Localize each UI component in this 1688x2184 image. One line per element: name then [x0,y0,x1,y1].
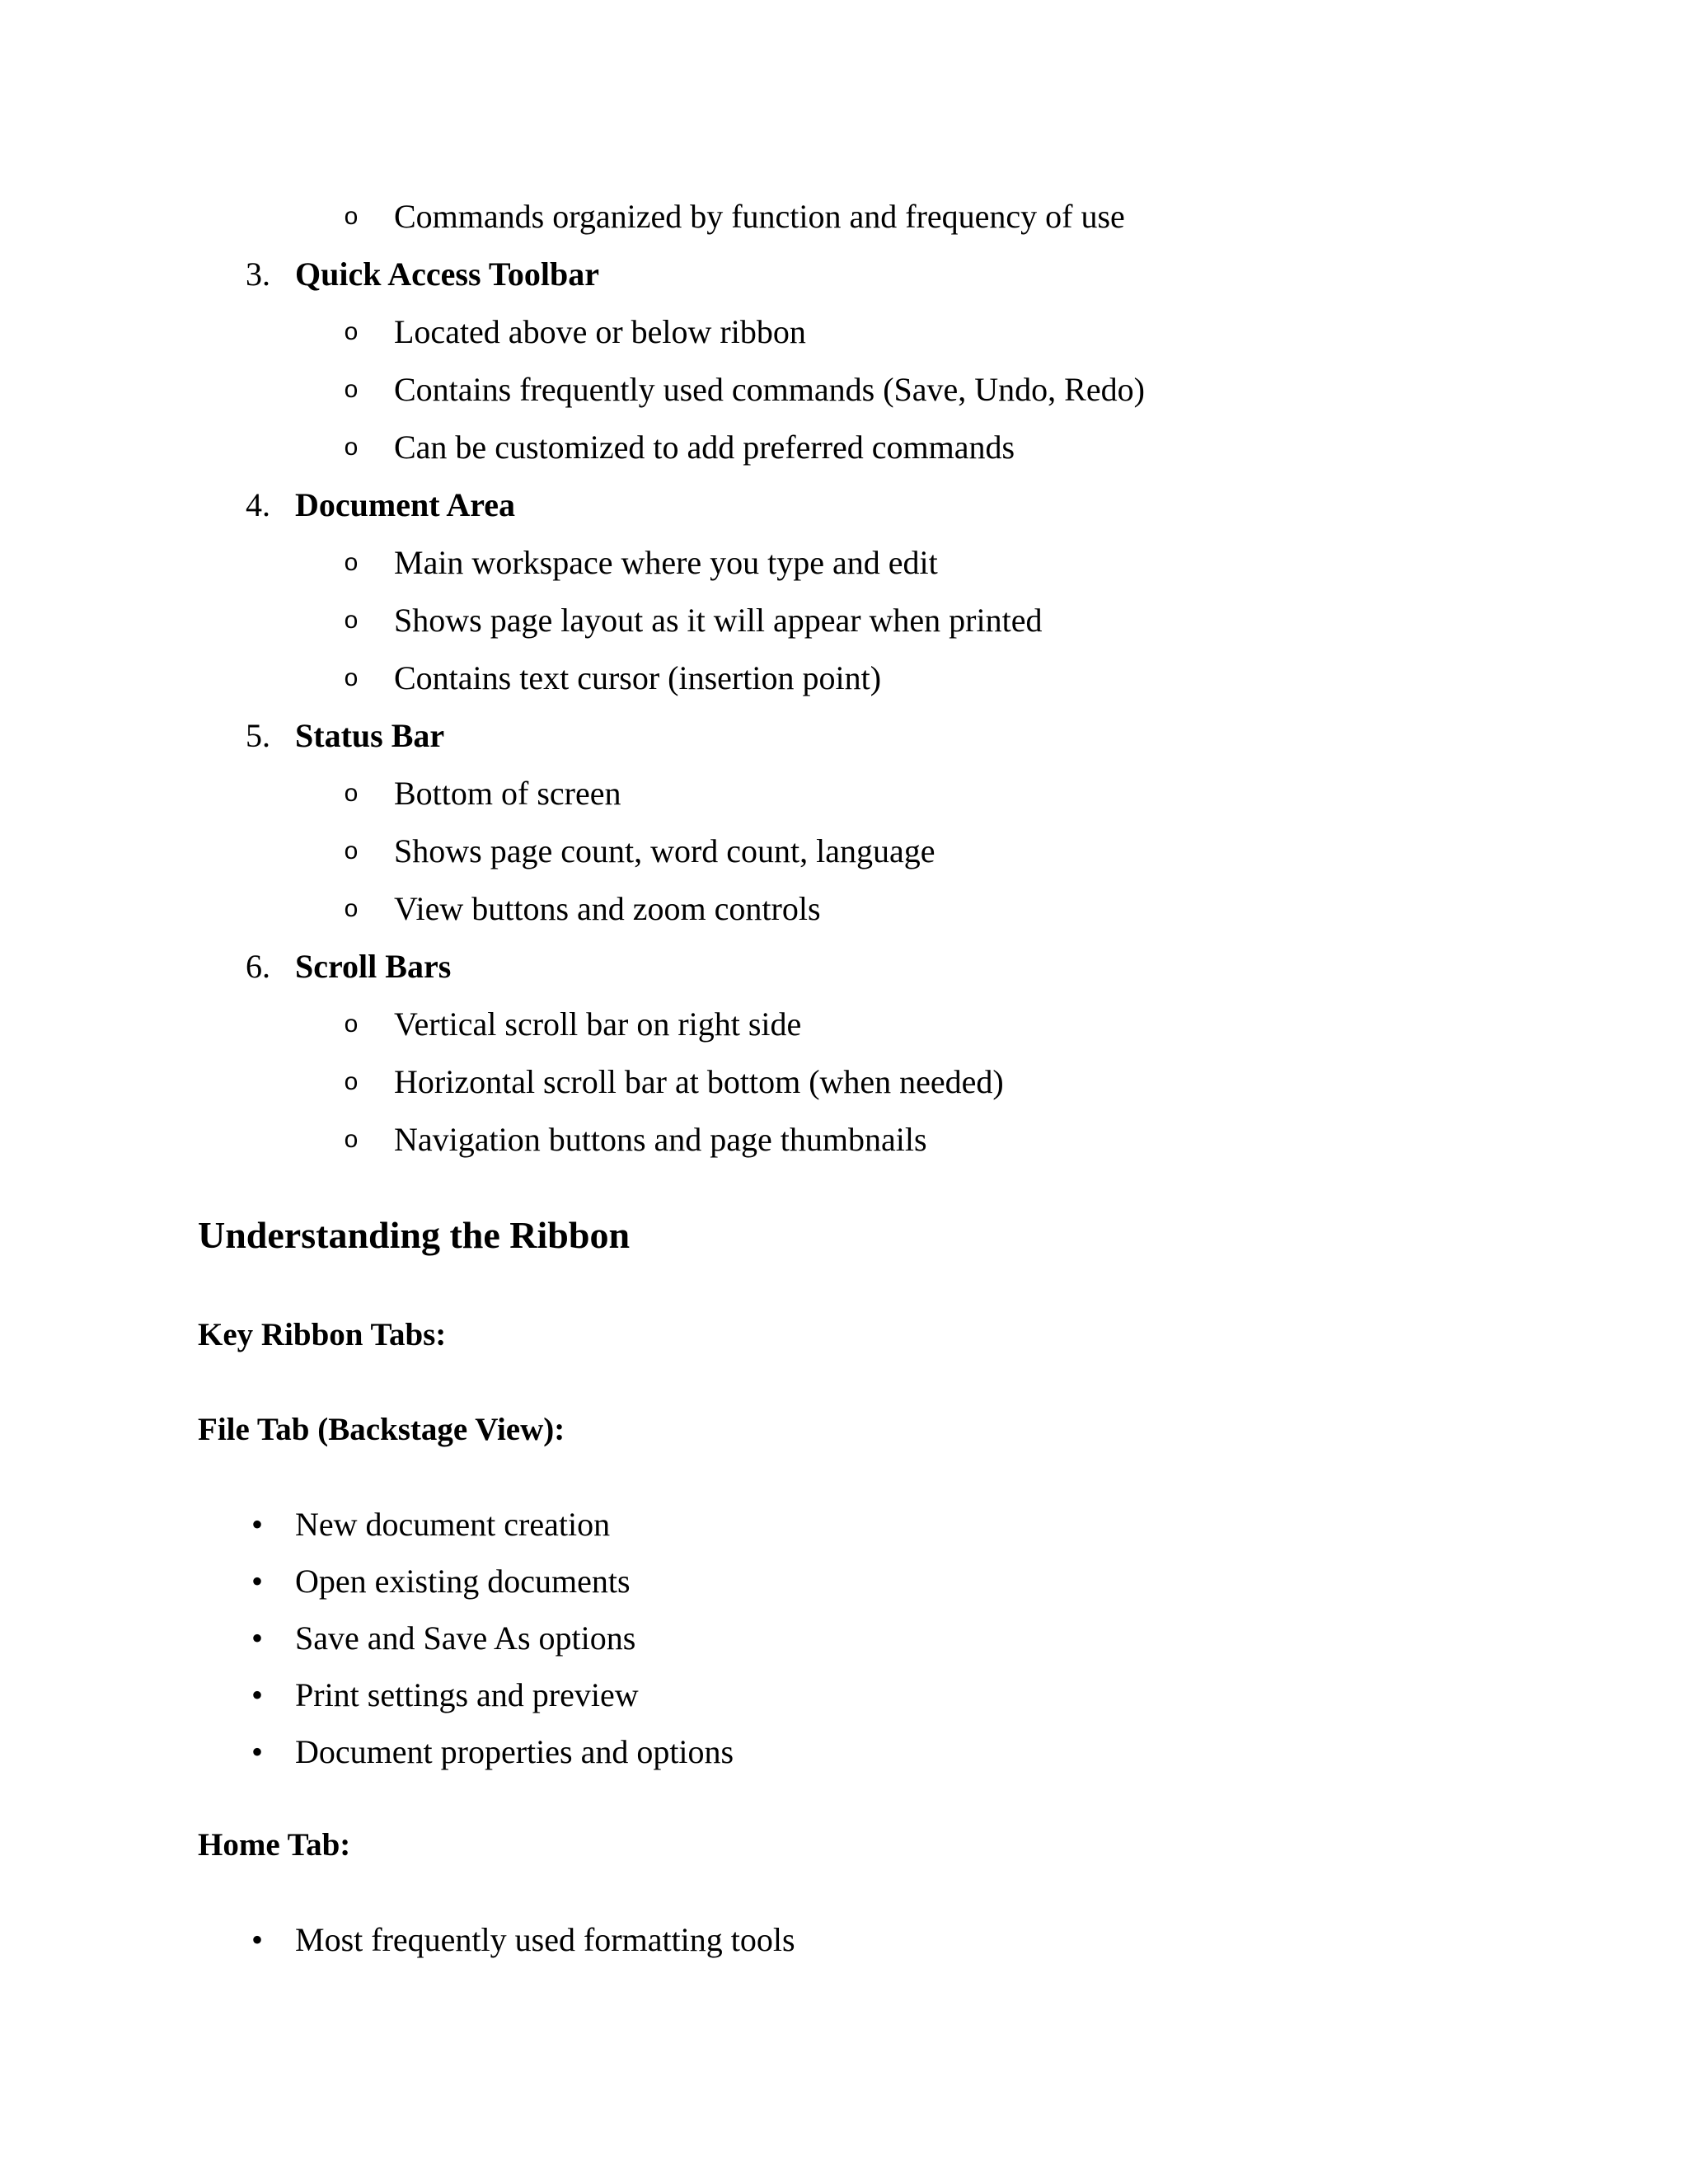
subsection-heading: Key Ribbon Tabs: [198,1317,447,1352]
bullet-item [0,1500,1648,1549]
subsection-heading: File Tab (Backstage View): [198,1412,565,1447]
item-number: 5. [246,717,270,754]
bullet-marker: • [251,1619,263,1657]
bullet-item [0,1614,1648,1663]
numbered-item [0,480,1648,530]
bullet-marker: • [251,1733,263,1770]
list-item [0,654,1648,703]
item-title: Scroll Bars [295,948,452,985]
list-item-text: Vertical scroll bar on right side [394,1005,802,1043]
bullet-marker: • [251,1506,263,1543]
list-item-text: Horizontal scroll bar at bottom (when needed) [394,1063,1004,1100]
numbered-item [0,711,1648,761]
bullet-item [0,1727,1648,1777]
bullet-item-text: New document creation [295,1506,611,1543]
list-item [0,192,1648,241]
numbered-item [0,942,1648,991]
list-item [0,1115,1648,1165]
subsection-heading: Home Tab: [198,1827,351,1863]
bullet-item [0,1671,1648,1720]
list-item-text: Commands organized by function and frequency of use [394,198,1125,235]
list-item [0,538,1648,588]
sub-bullet-marker: o [344,203,359,230]
list-item [0,827,1648,876]
sub-bullet-marker: o [344,607,359,634]
list-item-text: Navigation buttons and page thumbnails [394,1121,927,1158]
sub-bullet-marker: o [344,837,359,865]
list-item-text: Contains text cursor (insertion point) [394,659,882,696]
bullet-item [0,1557,1648,1606]
list-item [0,1057,1648,1107]
sub-bullet-marker: o [344,780,359,807]
list-item-text: Contains frequently used commands (Save, Undo, Redo) [394,371,1145,408]
bullet-item [0,1915,1648,1965]
list-item-text: Located above or below ribbon [394,313,806,350]
bullet-item-text: Print settings and preview [295,1676,639,1713]
sub-bullet-marker: o [344,895,359,922]
item-title: Status Bar [295,717,445,754]
sub-bullet-marker: o [344,434,359,461]
section-heading: Understanding the Ribbon [198,1214,631,1256]
bullet-item-text: Document properties and options [295,1733,734,1770]
list-item-text: Can be customized to add preferred commands [394,429,1015,466]
bullet-marker: • [251,1563,263,1600]
bullet-item-text: Save and Save As options [295,1619,636,1657]
sub-bullet-marker: o [344,1010,359,1038]
item-number: 3. [246,255,270,293]
item-title: Document Area [295,486,515,523]
bullet-item-text: Most frequently used formatting tools [295,1921,795,1958]
list-item [0,365,1648,415]
list-item [0,1000,1648,1049]
list-item-text: Main workspace where you type and edit [394,544,938,581]
list-item [0,769,1648,818]
bullet-marker: • [251,1676,263,1713]
sub-bullet-marker: o [344,664,359,691]
sub-bullet-marker: o [344,1068,359,1095]
list-item-text: Shows page layout as it will appear when printed [394,602,1043,639]
item-title: Quick Access Toolbar [295,255,599,293]
item-number: 6. [246,948,270,985]
item-number: 4. [246,486,270,523]
list-item [0,423,1648,472]
sub-bullet-marker: o [344,549,359,576]
sub-bullet-marker: o [344,318,359,345]
list-item [0,596,1648,645]
bullet-marker: • [251,1921,263,1958]
sub-bullet-marker: o [344,376,359,403]
list-item-text: View buttons and zoom controls [394,890,821,927]
list-item [0,884,1648,934]
bullet-item-text: Open existing documents [295,1563,631,1600]
list-item-text: Shows page count, word count, language [394,832,935,869]
sub-bullet-marker: o [344,1126,359,1153]
numbered-item [0,250,1648,299]
list-item-text: Bottom of screen [394,775,621,812]
list-item [0,307,1648,357]
